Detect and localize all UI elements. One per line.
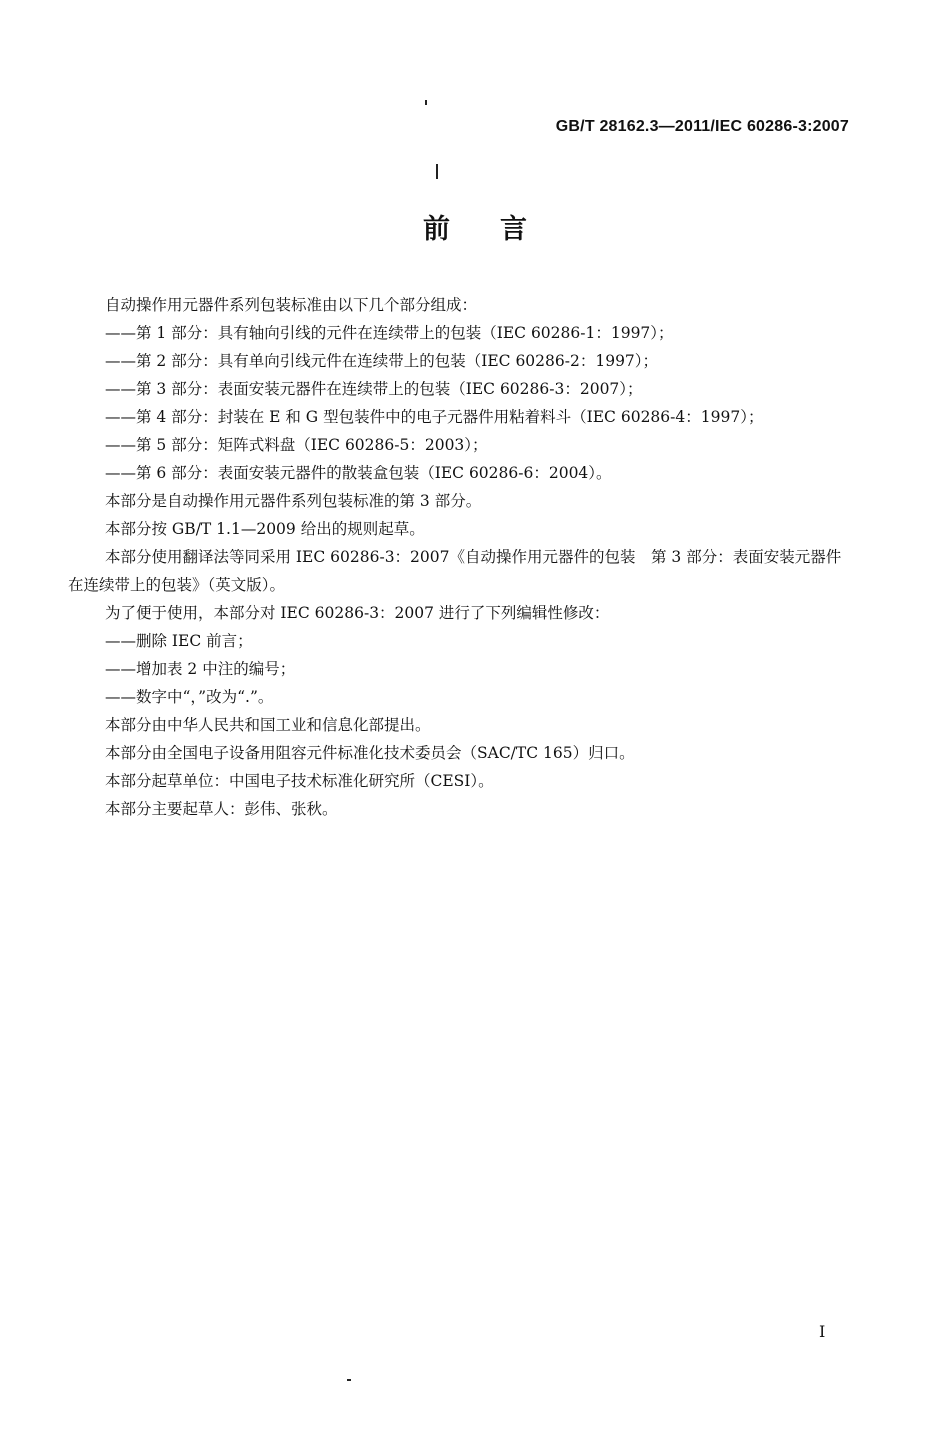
committee-statement: 本部分由全国电子设备用阻容元件标准化技术委员会（SAC/TC 165）归口。 — [105, 744, 635, 762]
rules-statement: 本部分按 GB/T 1.1—2009 给出的规则起草。 — [105, 520, 425, 538]
list-item-edit-1: ——删除 IEC 前言； — [105, 632, 253, 650]
list-item-edit-3: ——数字中“，”改为“.”。 — [105, 688, 274, 706]
drafting-unit-statement: 本部分起草单位：中国电子技术标准化研究所（CESI）。 — [105, 772, 494, 790]
list-item-part-3: ——第 3 部分：表面安装元器件在连续带上的包装（IEC 60286-3：2007）； — [105, 380, 643, 398]
intro-paragraph: 自动操作用元器件系列包装标准由以下几个部分组成： — [105, 296, 478, 314]
edits-intro: 为了便于使用，本部分对 IEC 60286-3：2007 进行了下列编辑性修改： — [105, 604, 610, 622]
foreword-body — [68, 291, 850, 823]
list-item-part-5: ——第 5 部分：矩阵式料盘（IEC 60286-5：2003）； — [105, 436, 488, 454]
list-item-part-6: ——第 6 部分：表面安装元器件的散装盒包装（IEC 60286-6：2004）。 — [105, 464, 612, 482]
list-item-part-1: ——第 1 部分：具有轴向引线的元件在连续带上的包装（IEC 60286-1：1997）； — [105, 324, 674, 342]
scan-mark-top — [425, 100, 427, 105]
scan-mark-vertical — [436, 164, 438, 179]
page-title: 前言 — [423, 214, 577, 245]
part-statement: 本部分是自动操作用元器件系列包装标准的第 3 部分。 — [105, 492, 482, 510]
list-item-edit-2: ——增加表 2 中注的编号； — [105, 660, 296, 678]
list-item-part-2: ——第 2 部分：具有单向引线元件在连续带上的包装（IEC 60286-2：1997）； — [105, 352, 659, 370]
scan-mark-bottom — [347, 1379, 351, 1381]
list-item-part-4: ——第 4 部分：封装在 E 和 G 型包装件中的电子元器件用粘着料斗（IEC 60286-4：1997）； — [105, 408, 764, 426]
proposer-statement: 本部分由中华人民共和国工业和信息化部提出。 — [105, 716, 431, 734]
standard-number-header: GB/T 28162.3—2011/IEC 60286-3:2007 — [555, 118, 849, 135]
drafters-statement: 本部分主要起草人：彭伟、张秋。 — [105, 800, 338, 818]
translation-statement: 本部分使用翻译法等同采用 IEC 60286-3：2007《自动操作用元器件的包装 第 3 部分：表面安装元器件在连续带上的包装》（英文版）。 — [68, 548, 842, 594]
page-number: I — [819, 1322, 826, 1341]
